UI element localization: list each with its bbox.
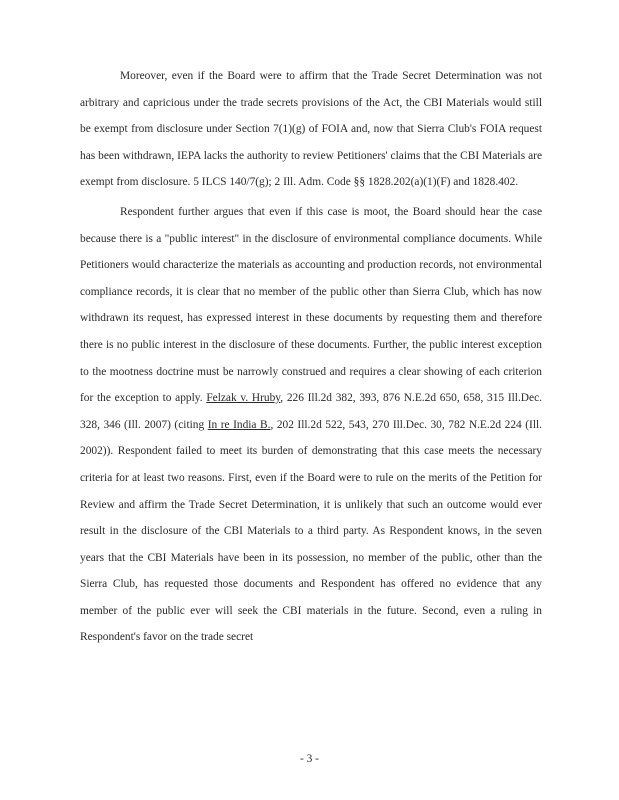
paragraph-text-segment: , 202 Ill.2d 522, 543, 270 Ill.Dec. 30, 782 N.E.2d 224 (Ill. 2002)). Respondent failed to meet its burden of demonstrating that this case meets the necessary criteria for at least two reasons. First, even if the Board were to rule on the merits of the Petition for Review and affirm the Trade Secret Determination, it is unlikely that such an outcome would ever result in the disclosure of the CBI Materials to a third party. As Respondent knows, in the seven years that the CBI Materials have been in its possession, no member of the public, other than the Sierra Club, has requested those documents and Respondent has offered no evidence that any member of the public ever will seek the CBI materials in the future. Second, even a ruling in Respondent's favor on the trade secret <box>80 418 543 644</box>
case-citation-india-b: In re India B. <box>207 418 271 431</box>
paragraph-text-segment: , 226 Ill.2d 382, 393, 876 N.E.2d 650, 658, 315 Ill.Dec. 328, 346 (Ill. 2007) (citing <box>80 392 542 431</box>
document-body <box>80 63 542 651</box>
page-number: - 3 - <box>300 753 319 765</box>
paragraph-public-interest <box>80 199 542 651</box>
paragraph-text-segment: Respondent further argues that even if this case is moot, the Board should hear the case because there is a "public interest" in the disclosure of environmental compliance documents. While Petitioners would characterize the materials as accounting and production records, not environmental compliance records, it is clear that no member of the public other than Sierra Club, which has now withdrawn its request, has expressed interest in these documents by requesting them and therefore there is no public interest in the disclosure of these documents. Further, the public interest exception to the mootness doctrine must be narrowly construed and requires a clear showing of each criterion for the exception to apply. <box>80 205 542 405</box>
case-citation-felzak: Felzak v. Hruby <box>206 392 281 405</box>
paragraph-mootness-foia: Moreover, even if the Board were to affirm that the Trade Secret Determination was not arbitrary and capricious under the trade secrets provisions of the Act, the CBI Materials would still be exempt from disclosure under Section 7(1)(g) of FOIA and, now that Sierra Club's FOIA request has been withdrawn, IEPA lacks the authority to review Petitioners' claims that the CBI Materials are exempt from disclosure. 5 ILCS 140/7(g); 2 Ill. Adm. Code §§ 1828.202(a)(1)(F) and 1828.402. <box>80 70 542 189</box>
